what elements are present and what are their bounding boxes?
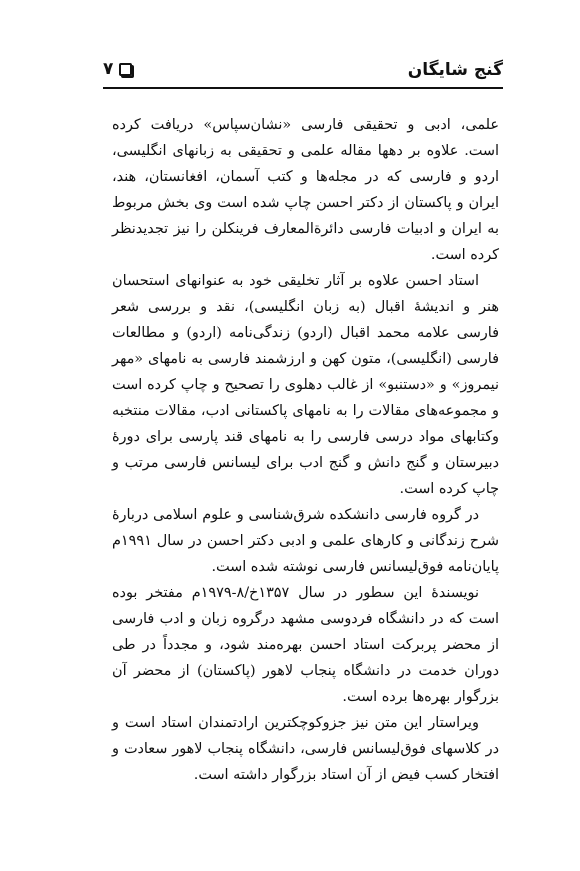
paragraph-5: ویراستار این متن نیز جزوکوچکترین ارادتمندان استاد است و در کلاسهای فوق‌لیسانس فارسی، دانشگاه پنجاب لاهور سعادت و افتخار کسب فیض از آن استاد بزرگوار داشته است. [112, 715, 499, 783]
paragraph-3: در گروه فارسی دانشکده شرق‌شناسی و علوم اسلامی دربارهٔ شرح زندگانی و کارهای علمی و ادبی دکتر احسن در سال ۱۹۹۱م پایان‌نامه فوق‌لیسانس فارسی نوشته شده است. [112, 507, 499, 575]
paragraph-1: علمی، ادبی و تحقیقی فارسی «نشان‌سپاس» دریافت کرده است. علاوه بر دهها مقاله علمی و تحقیقی به زبانهای انگلیسی، اردو و فارسی که در مجله‌ها و کتب آسمان، افغانستان، هند، ایران و پاکستان از دکتر احسن چاپ شده است وی بخش مربوط به ایران و ادبیات فارسی دائرةالمعارف فرینکلن را نیز تجدیدنظر کرده است. [112, 117, 499, 263]
paragraph-2: استاد احسن علاوه بر آثار تخلیقی خود به عنوانهای استحسان هنر و اندیشهٔ اقبال (به زبان انگلیسی)، نقد و بررسی شعر فارسی علامه محمد اقبال (اردو) زندگی‌نامه (اردو) و مطالعات فارسی (انگلیسی)، متون کهن و ارزشمند فارسی به نامهای «مهر نیمروز» و «دستنبو» از غالب دهلوی را تصحیح و چاپ کرده است و مجموعه‌های مقالات را به نامهای پاکستانی ادب، مقالات منتخبه وکتابهای مواد درسی فارسی را به نامهای قند پارسی برای دورهٔ دبیرستان و گنج دانش و گنج ادب برای لیسانس فارسی مرتب و چاپ کرده است. [112, 273, 499, 497]
running-header [103, 58, 503, 86]
running-header-title: گنج شایگان [407, 60, 503, 80]
page-box-icon [119, 63, 132, 76]
page-number-group [103, 59, 132, 79]
page-number: ۷ [103, 59, 114, 79]
body-text [112, 112, 499, 788]
header-rule [103, 87, 503, 89]
paragraph-4: نویسندهٔ این سطور در سال ۱۳۵۷خ/۸-۱۹۷۹م مفتخر بوده است که در دانشگاه فردوسی مشهد درگروه زبان و ادب فارسی از محضر پربرکت استاد احسن بهره‌مند شود، و مجدداً در طی دوران خدمت در دانشگاه پنجاب لاهور (پاکستان) از محضر آن بزرگوار بهره‌ها برده است. [112, 585, 499, 705]
